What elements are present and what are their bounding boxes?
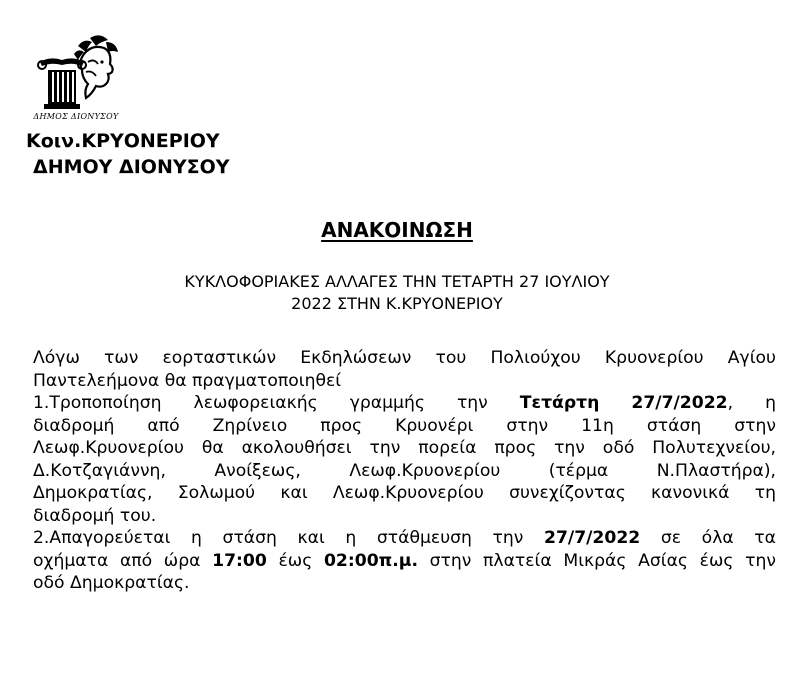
item2-time-from: 17:00 — [212, 550, 267, 571]
announcement-body — [33, 347, 776, 595]
intro-line: Παντελεήμονα θα πραγματοποιηθεί — [33, 370, 342, 391]
item2-text: 2.Απαγορεύεται η στάση και η στάθμευση την — [33, 528, 524, 548]
community-name: Κοιν.ΚΡΥΟΝΕΡΙΟΥ — [26, 130, 220, 152]
logo-caption: ΔΗΜΟΣ ΔΙΟΝΥΣΟΥ — [33, 112, 119, 121]
item2-line — [33, 550, 776, 573]
item2-time-to: 02:00π.μ. — [323, 550, 418, 571]
subtitle-line: ΚΥΚΛΟΦΟΡΙΑΚΕΣ ΑΛΛΑΓΕΣ ΤΗΝ ΤΕΤΑΡΤΗ 27 ΙΟΥΛΙΟΥ — [184, 272, 610, 291]
subtitle — [0, 271, 794, 315]
item1-line — [33, 392, 776, 415]
item1-line: διαδρομή από Ζηρίνειο προς Κρυονέρι στην 11η στάση στην — [33, 415, 776, 436]
item2-text: έως — [278, 550, 313, 571]
item2-date: 27/7/2022 — [544, 528, 641, 548]
municipality-logo — [26, 32, 126, 124]
subtitle-line: 2022 ΣΤΗΝ Κ.ΚΡΥΟΝΕΡΙΟΥ — [291, 294, 503, 313]
item1-text: 1.Τροποποίηση λεωφορειακής γραμμής την — [33, 393, 488, 413]
item1-text: , η — [727, 393, 777, 413]
intro-line: Λόγω των εορταστικών Εκδηλώσεων του Πολιούχου Κρυονερίου Αγίου — [33, 348, 776, 368]
item2-line — [33, 527, 776, 550]
item1-date: 27/7/2022 — [631, 393, 728, 413]
column-head-emblem-icon — [26, 32, 126, 112]
item2-text: στην πλατεία Μικράς Ασίας έως την — [429, 550, 776, 571]
page-title: ΑΝΑΚΟΙΝΩΣΗ — [321, 218, 473, 242]
item2-text: σε όλα τα — [660, 528, 776, 548]
item1-day: Τετάρτη — [519, 393, 600, 413]
item2-line: οδό Δημοκρατίας. — [33, 573, 190, 593]
item1-line: Λεωφ.Κρυονερίου θα ακολουθήσει την πορεία προς την οδό Πολυτεχνείου, — [33, 438, 776, 458]
municipality-name: ΔΗΜΟΥ ΔΙΟΝΥΣΟΥ — [33, 156, 230, 178]
item1-line: Δ.Κοτζαγιάννη, Ανοίξεως, Λεωφ.Κρυονερίου (τέρμα Ν.Πλαστήρα), — [33, 460, 776, 481]
item1-line: Δημοκρατίας, Σολωμού και Λεωφ.Κρυονερίου συνεχίζοντας κανονικά τη — [33, 483, 776, 503]
item2-text: οχήματα από ώρα — [33, 550, 201, 571]
item1-line: διαδρομή του. — [33, 505, 157, 526]
